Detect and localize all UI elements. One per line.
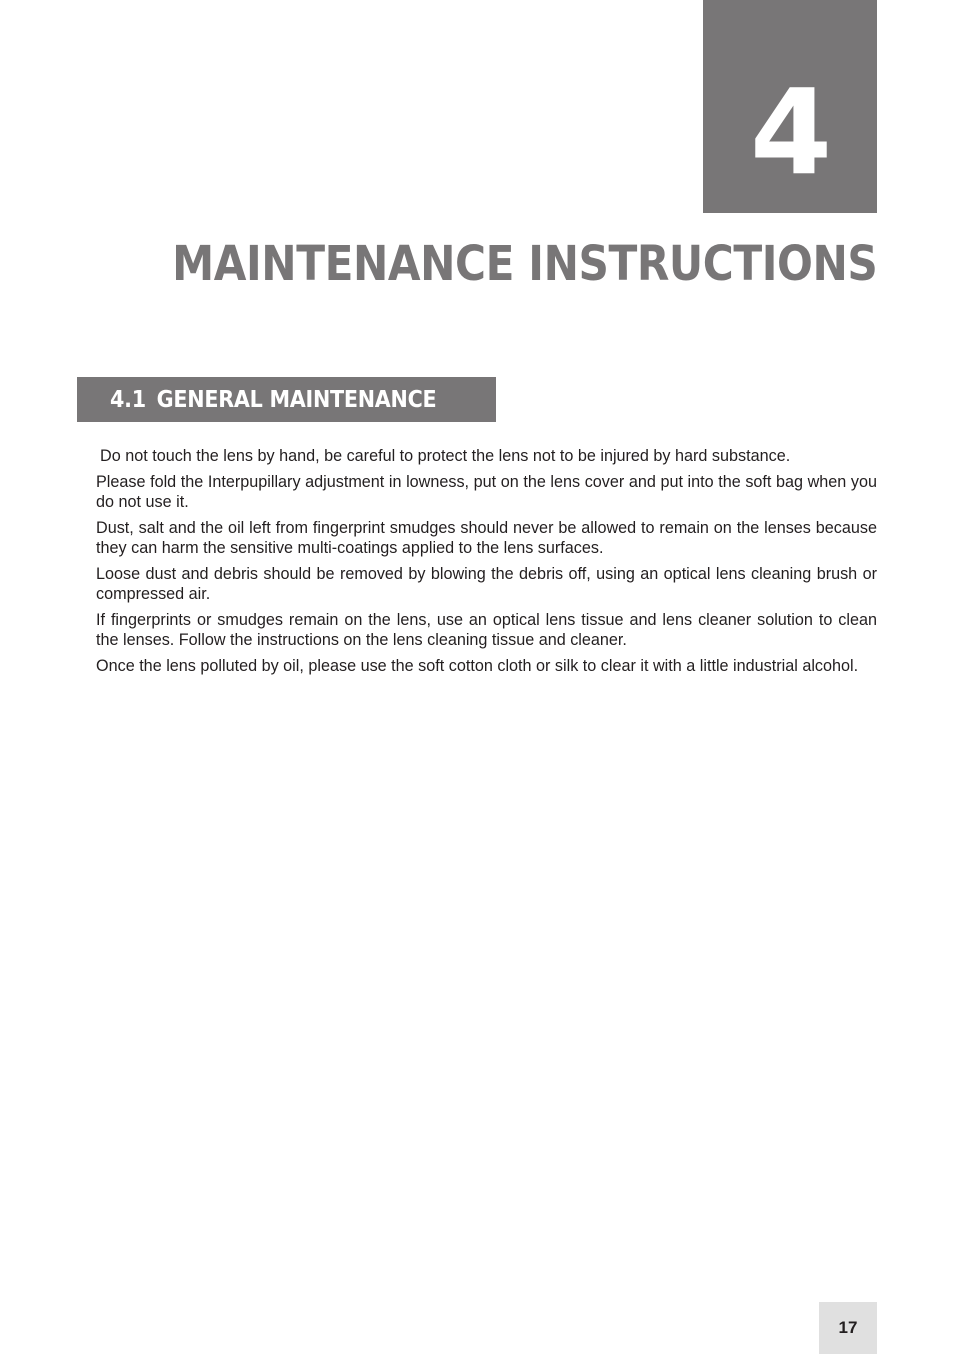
chapter-title: MAINTENANCE INSTRUCTIONS (171, 236, 877, 292)
body-text (96, 446, 877, 681)
section-title: GENERAL MAINTENANCE (156, 386, 437, 413)
paragraph-fingerprints: If fingerprints or smudges remain on the lens, use an optical lens tissue and lens cleaner solution to clean the lenses. Follow the instructions on the lens cleaning tissue and cleaner. (96, 610, 877, 649)
paragraph-loose-dust: Loose dust and debris should be removed by blowing the debris off, using an optical lens cleaning brush or compressed air. (96, 564, 877, 603)
chapter-number-box (703, 0, 877, 213)
paragraph-dust-salt-oil: Dust, salt and the oil left from fingerprint smudges should never be allowed to remain on the lenses because they can harm the sensitive multi-coatings applied to the lens surfaces. (96, 518, 877, 557)
paragraph-oil-pollution: Once the lens polluted by oil, please use the soft cotton cloth or silk to clear it with a little industrial alcohol. (96, 656, 859, 675)
section-heading-bar (77, 377, 496, 422)
page-number: 17 (838, 1318, 858, 1337)
chapter-number: 4 (749, 63, 831, 201)
page-number-box (819, 1302, 877, 1354)
paragraph-lens-touch: Do not touch the lens by hand, be careful to protect the lens not to be injured by hard substance. (100, 447, 791, 465)
section-number: 4.1 (110, 386, 146, 413)
section-heading (110, 387, 436, 413)
paragraph-fold-storage: Please fold the Interpupillary adjustment in lowness, put on the lens cover and put into the soft bag when you do not use it. (96, 472, 877, 511)
